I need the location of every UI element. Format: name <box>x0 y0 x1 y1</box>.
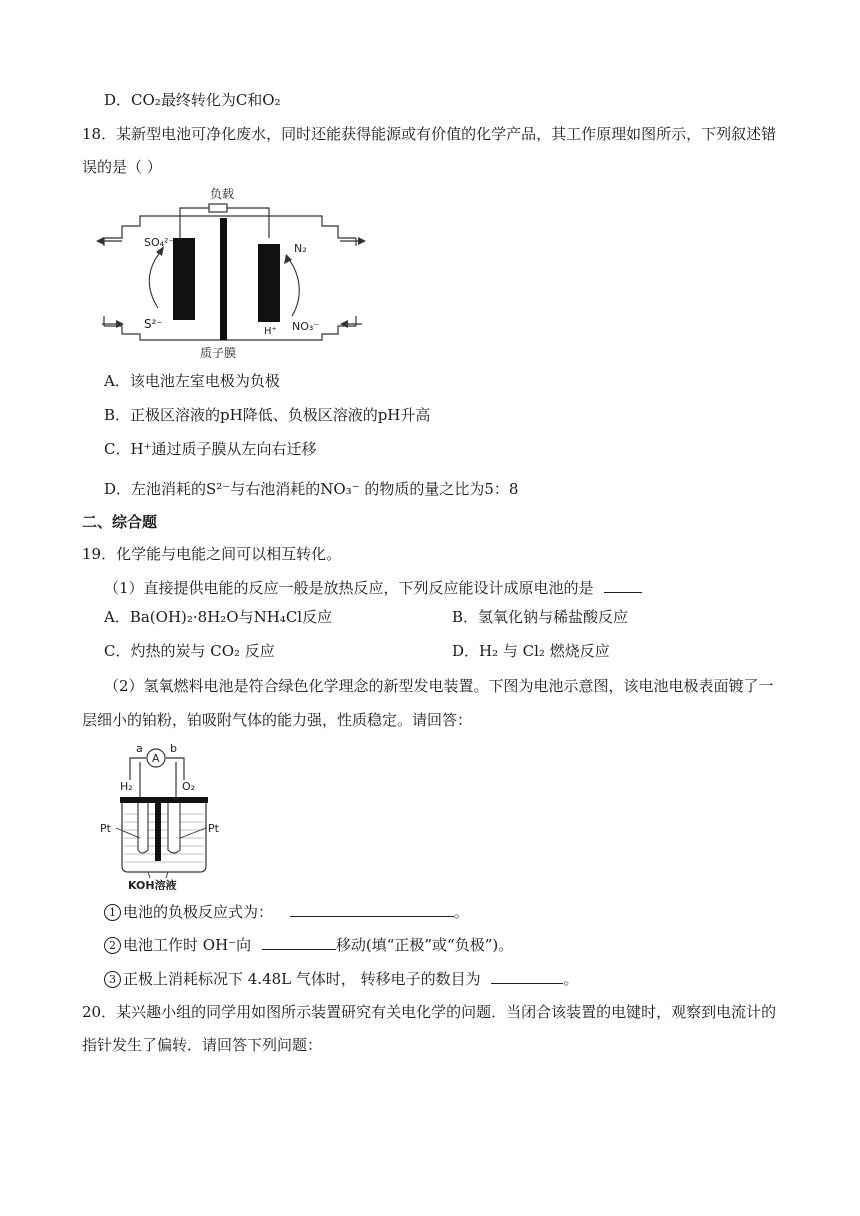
q17-option-d: D．CO₂最终转化为C和O₂ <box>104 91 281 109</box>
fuel-cell-diagram <box>100 740 230 890</box>
q19-sub1-text: （1）直接提供电能的反应一般是放热反应，下列反应能设计成原电池的是 <box>104 579 594 597</box>
load-label: 负载 <box>210 187 235 201</box>
q19-q1-end: 。 <box>453 903 469 921</box>
ammeter-label: A <box>152 752 160 765</box>
membrane-label: 质子膜 <box>200 346 237 360</box>
circle-number-3: 3 <box>104 971 121 988</box>
q19-question-3 <box>104 967 578 989</box>
q19-option-c: C．灼热的炭与 CO₂ 反应 <box>104 642 275 660</box>
o2-label: O₂ <box>182 780 196 793</box>
nitrate-label: NO₃⁻ <box>292 320 320 333</box>
q18-option-c: C．H⁺通过质子膜从左向右迁移 <box>104 440 317 458</box>
q18-stem-line2: 误的是（ ） <box>82 158 162 176</box>
q19-q1-text: 电池的负极反应式为： <box>123 903 274 921</box>
sulfide-label: S²⁻ <box>144 317 163 331</box>
q18-option-b: B．正极区溶液的pH降低、负极区溶液的pH升高 <box>104 406 431 424</box>
pt-right-label: Pt <box>208 822 219 835</box>
q19-sub2-line2: 层细小的铂粉，铂吸附气体的能力强，性质稳定。请回答： <box>82 711 473 729</box>
q19-q2-blank[interactable] <box>262 933 336 950</box>
q19-question-2 <box>104 933 513 955</box>
q19-stem: 19．化学能与电能之间可以相互转化。 <box>82 545 342 563</box>
q20-line2: 指针发生了偏转．请回答下列问题： <box>82 1036 323 1054</box>
q19-question-1 <box>104 900 469 922</box>
proton-label: H⁺ <box>264 326 277 337</box>
pt-left-label: Pt <box>100 822 111 835</box>
q19-option-a: A．Ba(OH)₂·8H₂O与NH₄Cl反应 <box>104 608 333 626</box>
q18-option-d: D．左池消耗的S²⁻与右池消耗的NO₃⁻ 的物质的量之比为5：8 <box>104 480 519 498</box>
q18-stem-line1: 18．某新型电池可净化废水，同时还能获得能源或有价值的化学产品，其工作原理如图所示，下列叙述错 <box>82 125 777 143</box>
q19-option-d: D．H₂ 与 Cl₂ 燃烧反应 <box>452 642 610 660</box>
q19-option-b: B．氢氧化钠与稀盐酸反应 <box>452 608 629 626</box>
q19-q1-blank[interactable] <box>290 900 454 917</box>
q19-q3-blank[interactable] <box>491 967 563 984</box>
q20-line1: 20．某兴趣小组的同学用如图所示装置研究有关电化学的问题．当闭合该装置的电键时，观察到电流计的 <box>82 1003 777 1021</box>
sulfate-label: SO₄²⁻ <box>144 236 175 249</box>
circle-number-1: 1 <box>104 904 121 921</box>
q19-q2-text: 电池工作时 OH⁻向 <box>123 936 252 954</box>
nitrogen-label: N₂ <box>294 242 307 255</box>
section-2-title: 二、综合题 <box>82 513 158 531</box>
q19-sub1-blank[interactable] <box>604 576 642 593</box>
q18-battery-diagram <box>96 186 366 362</box>
h2-label: H₂ <box>120 780 133 793</box>
q18-option-a: A．该电池左室电极为负极 <box>104 372 280 390</box>
q19-q3-end: 。 <box>563 970 579 988</box>
terminal-a-label: a <box>136 742 143 755</box>
koh-label: KOH溶液 <box>128 879 177 890</box>
circle-number-2: 2 <box>104 937 121 954</box>
q19-sub1 <box>104 576 642 598</box>
q19-sub2-line1: （2）氢氧燃料电池是符合绿色化学理念的新型发电装置。下图为电池示意图，该电池电极表面镀了一 <box>104 677 774 695</box>
q19-q3-text: 正极上消耗标况下 4.48L 气体时， 转移电子的数目为 <box>123 970 481 988</box>
terminal-b-label: b <box>170 742 177 755</box>
q19-q2-end: 移动(填“正极”或“负极”)。 <box>335 936 514 954</box>
